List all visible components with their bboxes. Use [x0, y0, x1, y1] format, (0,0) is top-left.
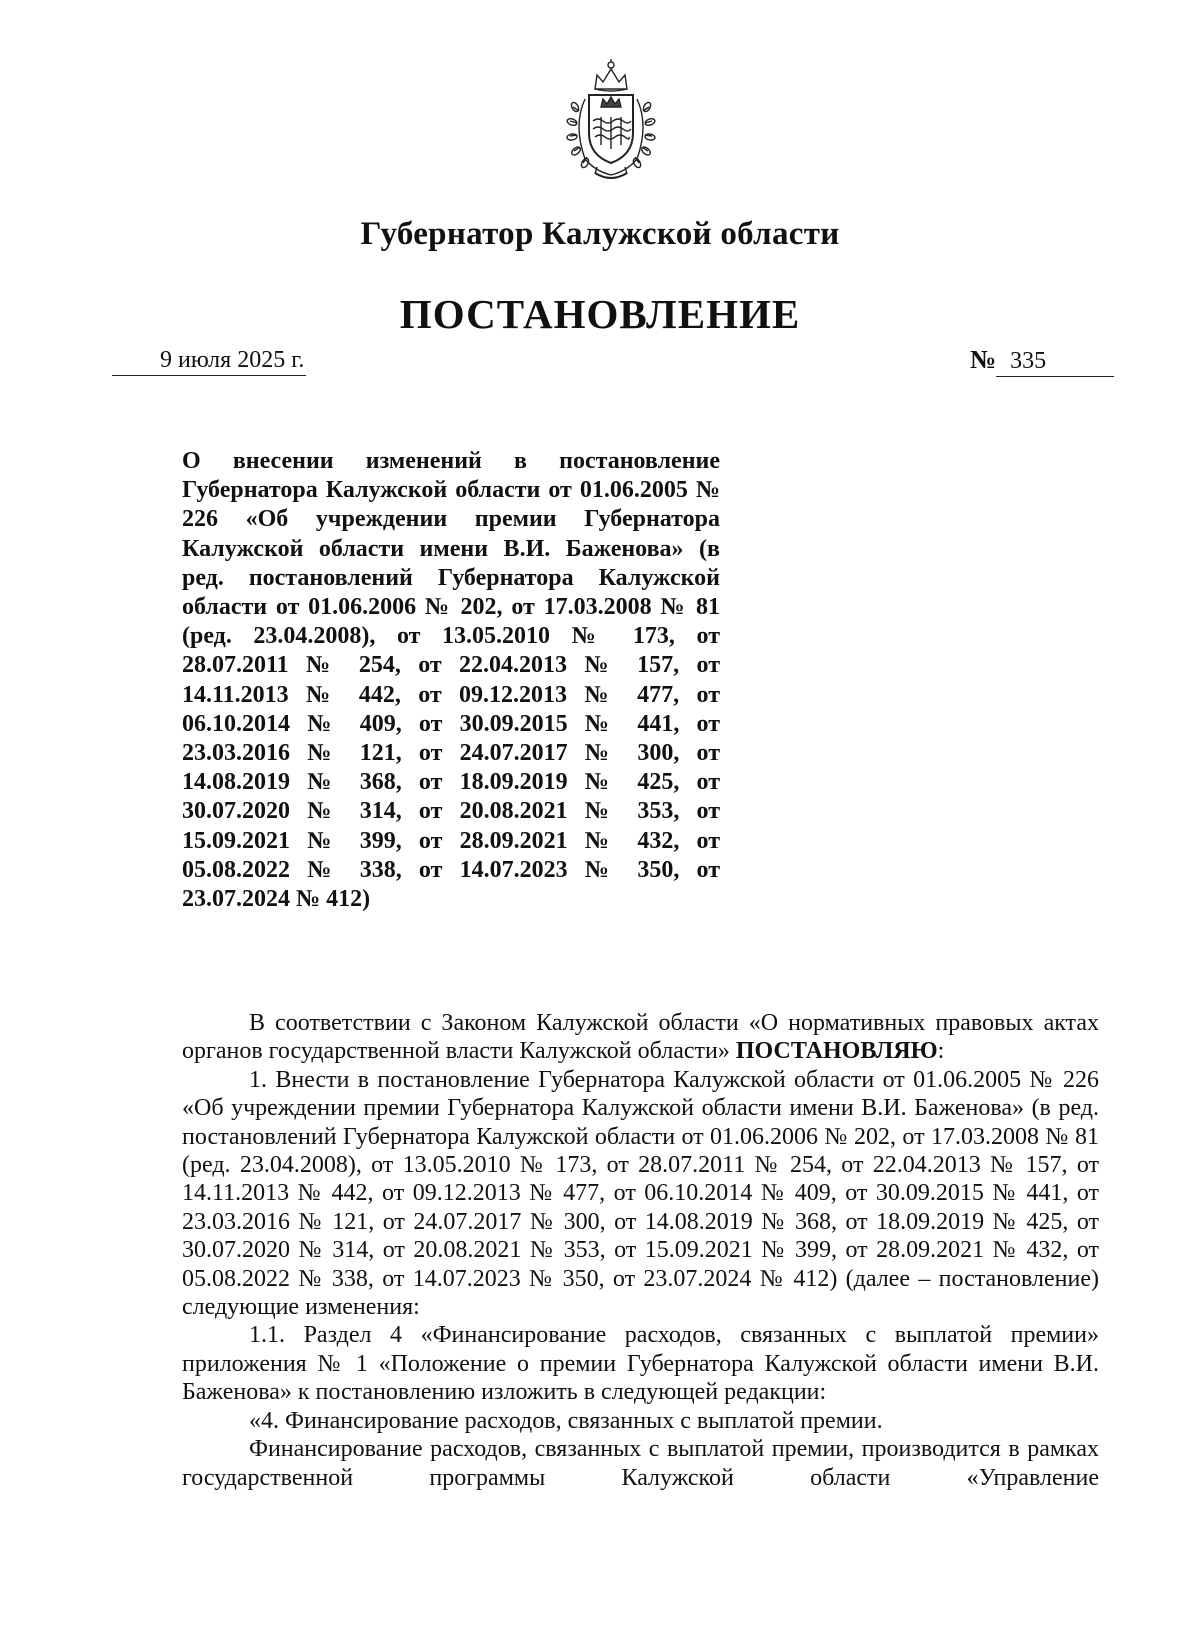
preamble-paragraph [182, 1009, 1099, 1066]
document-type-title: ПОСТАНОВЛЕНИЕ [399, 291, 801, 337]
preamble-text: В соответствии с Законом Калужской области «О нормативных правовых актах органов государственной власти Калужской области» [182, 1010, 1099, 1065]
number-sign: № [970, 345, 997, 374]
decree-colon: : [937, 1038, 945, 1065]
document-subject-heading: О внесении изменений в постановление Губернатора Калужской области от 01.06.2005 № 226 «Об учреждении премии Губернатора Калужской области имени В.И. Баженова» (в ред. постановлений Губернатора Калужской области от 01.06.2006 № 202, от 17.03.2008 № 81 (ред. 23.04.2008), от 13.05.2010 № 173, от 28.07.2011 № 254, от 22.04.2013 № 157, от 14.11.2013 № 442, от 09.12.2013 № 477, от 06.10.2014 № 409, от 30.09.2015 № 441, от 23.03.2016 № 121, от 24.07.2017 № 300, от 14.08.2019 № 368, от 18.09.2019 № 425, от 30.07.2020 № 314, от 20.08.2021 № 353, от 15.09.2021 № 399, от 28.09.2021 № 432, от 05.08.2022 № 338, от 14.07.2023 № 350, от 23.07.2024 № 412) [182, 448, 720, 913]
section-4-paragraph: Финансирование расходов, связанных с выплатой премии, производится в рамках государственной программы Калужской области «Управление [182, 1436, 1099, 1491]
document-body [182, 1009, 1099, 1492]
kaluga-coat-of-arms-emblem [555, 55, 667, 185]
issuing-authority: Губернатор Калужской области [360, 216, 840, 252]
item-1-1-paragraph: 1.1. Раздел 4 «Финансирование расходов, связанных с выплатой премии» приложения № 1 «Положение о премии Губернатора Калужской области имени В.И. Баженова» к постановлению изложить в следующей редакции: [182, 1322, 1099, 1406]
decree-word: ПОСТАНОВЛЯЮ [735, 1038, 938, 1065]
document-number-value: 335 [996, 346, 1114, 377]
document-number [970, 345, 1114, 377]
document-date-value: 9 июля 2025 г. [112, 345, 306, 376]
item-1-paragraph: 1. Внести в постановление Губернатора Калужской области от 01.06.2005 № 226 «Об учреждении премии Губернатора Калужской области имени В.И. Баженова» (в ред. постановлений Губернатора Калужской области от 01.06.2006 № 202, от 17.03.2008 № 81 (ред. 23.04.2008), от 13.05.2010 № 173, от 28.07.2011 № 254, от 22.04.2013 № 157, от 14.11.2013 № 442, от 09.12.2013 № 477, от 06.10.2014 № 409, от 30.09.2015 № 441, от 23.03.2016 № 121, от 24.07.2017 № 300, от 14.08.2019 № 368, от 18.09.2019 № 425, от 30.07.2020 № 314, от 20.08.2021 № 353, от 15.09.2021 № 399, от 28.09.2021 № 432, от 05.08.2022 № 338, от 14.07.2023 № 350, от 23.07.2024 № 412) (далее – постановление) следующие изменения: [182, 1066, 1099, 1321]
section-4-heading: «4. Финансирование расходов, связанных с выплатой премии. [249, 1407, 883, 1434]
document-date [112, 345, 306, 376]
